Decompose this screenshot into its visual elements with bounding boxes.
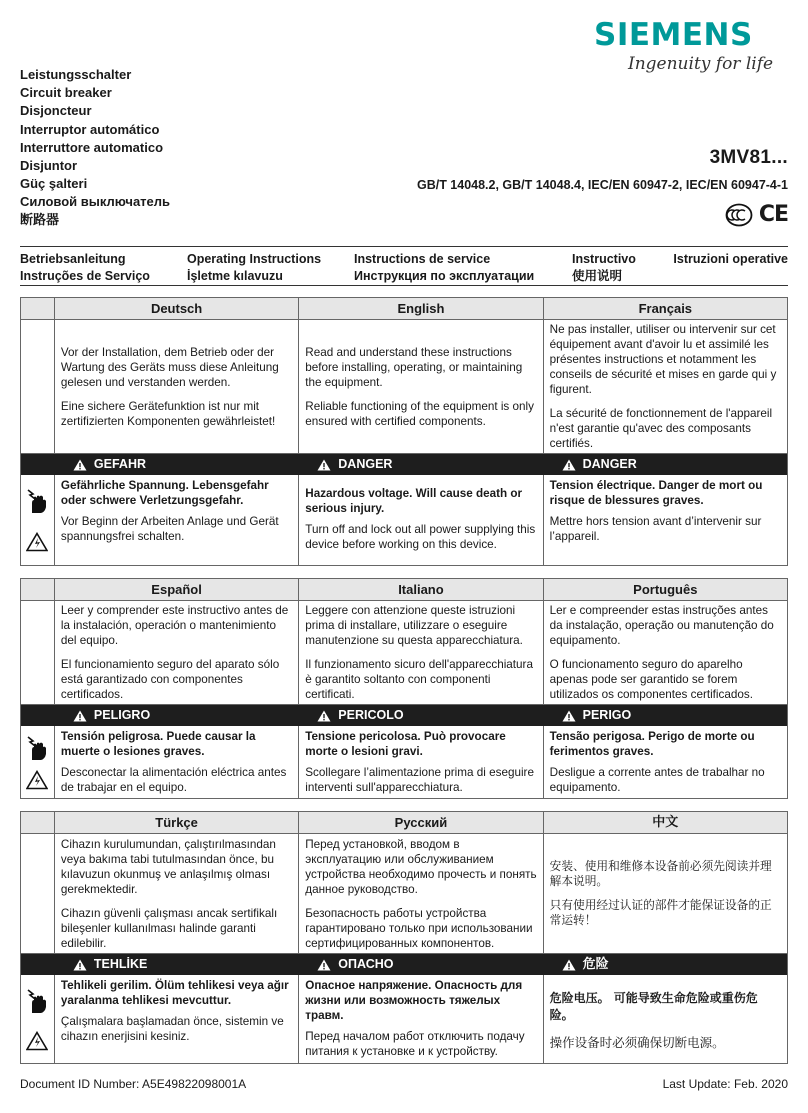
block-header	[21, 579, 787, 601]
intro-row	[21, 834, 787, 954]
doctype-tr: İşletme kılavuzu	[187, 269, 283, 283]
doctype-de: Betriebsanleitung	[20, 252, 126, 266]
doctype-pt: Instruções de Serviço	[20, 269, 150, 283]
doctype-en: Operating Instructions	[187, 252, 322, 266]
danger-label: PERIGO	[582, 708, 632, 722]
danger-cell: Tension électrique. Danger de mort ou risque de blessures graves. Mettre hors tension avant d’intervenir sur l’appareil.	[549, 479, 763, 543]
document-id: Document ID Number: A5E49822098001A	[20, 1077, 247, 1091]
danger-label: PELIGRO	[93, 708, 151, 722]
intro-cell: Ne pas installer, utiliser ou intervenir sur cet équipement avant d'avoir lu et assimilé les présentes instructions et notamment les conseils de sécurité et mises en garde qui y figurent. La sécurité de fonctionnement de l'appareil n'est garantie qu'avec des composants certifiés.	[549, 323, 777, 450]
danger-label: 危险	[582, 957, 609, 972]
danger-cell: Hazardous voltage. Will cause death or serious injury. Turn off and lock out all power supplying this device before working on this device.	[299, 475, 543, 565]
document-types	[20, 246, 788, 286]
warning-triangle-icon	[562, 459, 576, 471]
last-update: Last Update: Feb. 2020	[662, 1077, 788, 1091]
danger-cell: 危险电压。 可能导致生命危险或重伤危险。 操作设备时必须确保切断电源。	[549, 991, 758, 1050]
danger-cell: Tehlikeli gerilim. Ölüm tehlikesi veya ağır yaralanma tehlikesi mevcuttur. Çalışmalara başlamadan önce, sistemin ve cihazın enerjisini kesiniz.	[55, 975, 299, 1063]
intro-cell: Cihazın kurulumundan, çalıştırılmasından veya bakıma tabi tutulmasından önce, bu kılavuzun okunmuş ve anlaşılmış olması gerekmektedir. Cihazın güvenli çalışması ancak sertifikalı bileşenler kullanılması halinde garanti edilebilir.	[55, 834, 299, 953]
intro-cell: Leggere con attenzione queste istruzioni prima di installare, utilizzare o eseguire manutenzione su questa apparecchiatura. Il funzionamento sicuro dell'apparecchiatura è garantito soltanto con componenti certificati.	[299, 601, 543, 704]
language-block-3	[20, 811, 788, 1064]
lang-header: Русский	[299, 812, 543, 833]
danger-cell: Tensão perigosa. Perigo de morte ou ferimentos graves. Desligue a corrente antes de trabalhar no equipamento.	[549, 730, 765, 794]
title-en: Circuit breaker	[20, 85, 112, 101]
lang-header: Türkçe	[55, 812, 299, 833]
intro-row	[21, 601, 787, 705]
title-zh: 断路器	[20, 212, 60, 228]
title-fr: Disjoncteur	[20, 103, 92, 119]
brand-name: SIEMENS	[594, 17, 753, 53]
lang-header: Español	[55, 579, 299, 600]
warning-triangle-icon	[73, 959, 87, 971]
danger-cell: Gefährliche Spannung. Lebensgefahr oder schwere Verletzungsgefahr. Vor Beginn der Arbeiten Anlage und Gerät spannungsfrei schalten.	[55, 475, 299, 565]
danger-cell: Опасное напряжение. Опасность для жизни или возможность тяжелых травм. Перед началом работ отключить подачу питания к установке и к устройству.	[299, 975, 543, 1063]
high-voltage-icon	[26, 1031, 48, 1051]
danger-label: TEHLİKE	[93, 957, 148, 971]
doctype-ru: Инструкция по эксплуатации	[354, 269, 535, 283]
intro-cell: Leer y comprender este instructivo antes de la instalación, operación o mantenimiento del equipo. El funcionamiento seguro del aparato sólo está garantizado con componentes certificados.	[55, 601, 299, 704]
block-header	[21, 812, 787, 834]
danger-bar	[21, 705, 787, 726]
danger-label: PERICOLO	[338, 708, 404, 722]
doctype-es: Instructivo	[572, 252, 636, 266]
doctype-it: Istruzioni operative	[673, 252, 788, 266]
warning-triangle-icon	[562, 710, 576, 722]
intro-cell: Vor der Installation, dem Betrieb oder der Wartung des Geräts muss diese Anleitung gelesen und verstanden werden. Eine sichere Gerätefunktion ist nur mit zertifizierten Komponenten gewährleistet!	[55, 320, 299, 453]
danger-label: ОПАСНО	[338, 957, 394, 971]
intro-cell: Read and understand these instructions before installing, operating, or maintaining the equipment. Reliable functioning of the equipment is only ensured with certified components.	[299, 320, 543, 453]
title-de: Leistungsschalter	[20, 67, 132, 82]
title-it: Interruttore automatico	[20, 139, 164, 155]
title-tr: Güç şalteri	[20, 176, 88, 192]
warning-triangle-icon	[317, 459, 331, 471]
lang-header: English	[299, 298, 543, 319]
language-block-2	[20, 578, 788, 799]
high-voltage-icon	[26, 532, 48, 552]
certification-marks	[725, 202, 788, 227]
hand-shock-icon	[24, 488, 50, 514]
danger-row	[21, 726, 787, 798]
danger-label: DANGER	[582, 457, 637, 471]
warning-triangle-icon	[73, 710, 87, 722]
lang-header: 中文	[652, 815, 679, 830]
danger-label: DANGER	[338, 457, 393, 471]
lang-header: Português	[633, 582, 698, 597]
danger-row	[21, 975, 787, 1063]
lang-header: Italiano	[299, 579, 543, 600]
block-header	[21, 298, 787, 320]
high-voltage-icon	[26, 770, 48, 790]
intro-cell: 安装、使用和维修本设备前必须先阅读并理解本说明。 只有使用经过认证的部件才能保证设备的正常运转！	[549, 859, 772, 927]
warning-triangle-icon	[73, 459, 87, 471]
intro-cell: Ler e compreender estas instruções antes da instalação, operação ou manutenção do equipamento. O funcionamento seguro do aparelho apenas pode ser garantido se forem utilizados os componentes certificados.	[549, 604, 774, 701]
danger-bar	[21, 454, 787, 475]
danger-cell: Tensione pericolosa. Può provocare morte o lesioni gravi. Scollegare l’alimentazione prima di eseguire interventi sull'apparecchiatura.	[299, 726, 543, 798]
hand-shock-icon	[24, 735, 50, 761]
warning-triangle-icon	[562, 959, 576, 971]
intro-cell: Перед установкой, вводом в эксплуатацию или обслуживанием устройства необходимо прочесть и понять данное руководство. Безопасность работы устройства гарантировано только при использовании сертифицированных компонентов.	[299, 834, 543, 953]
danger-bar	[21, 954, 787, 975]
doctype-fr: Instructions de service	[354, 252, 491, 266]
warning-triangle-icon	[317, 710, 331, 722]
warning-triangle-icon	[317, 959, 331, 971]
product-titles	[20, 66, 170, 229]
hand-shock-icon	[24, 988, 50, 1014]
title-es: Interruptor automático	[20, 121, 160, 137]
ce-mark: CE	[758, 202, 788, 227]
doctype-zh: 使用说明	[572, 268, 623, 283]
siemens-logo	[594, 18, 790, 74]
model-number: 3MV81...	[709, 147, 788, 168]
ccc-mark-icon	[725, 203, 753, 227]
language-block-1	[20, 297, 788, 566]
title-ru: Силовой выключатель	[20, 194, 171, 210]
title-pt: Disjuntor	[20, 158, 78, 174]
lang-header: Deutsch	[55, 298, 299, 319]
danger-row	[21, 475, 787, 565]
intro-row	[21, 320, 787, 454]
danger-label: GEFAHR	[93, 457, 146, 471]
danger-cell: Tensión peligrosa. Puede causar la muerte o lesiones graves. Desconectar la alimentación eléctrica antes de trabajar en el equipo.	[55, 726, 299, 798]
standards: GB/T 14048.2, GB/T 14048.4, IEC/EN 60947-2, IEC/EN 60947-4-1	[416, 178, 788, 192]
brand-tagline: Ingenuity for life	[628, 54, 774, 74]
lang-header: Français	[638, 301, 693, 316]
